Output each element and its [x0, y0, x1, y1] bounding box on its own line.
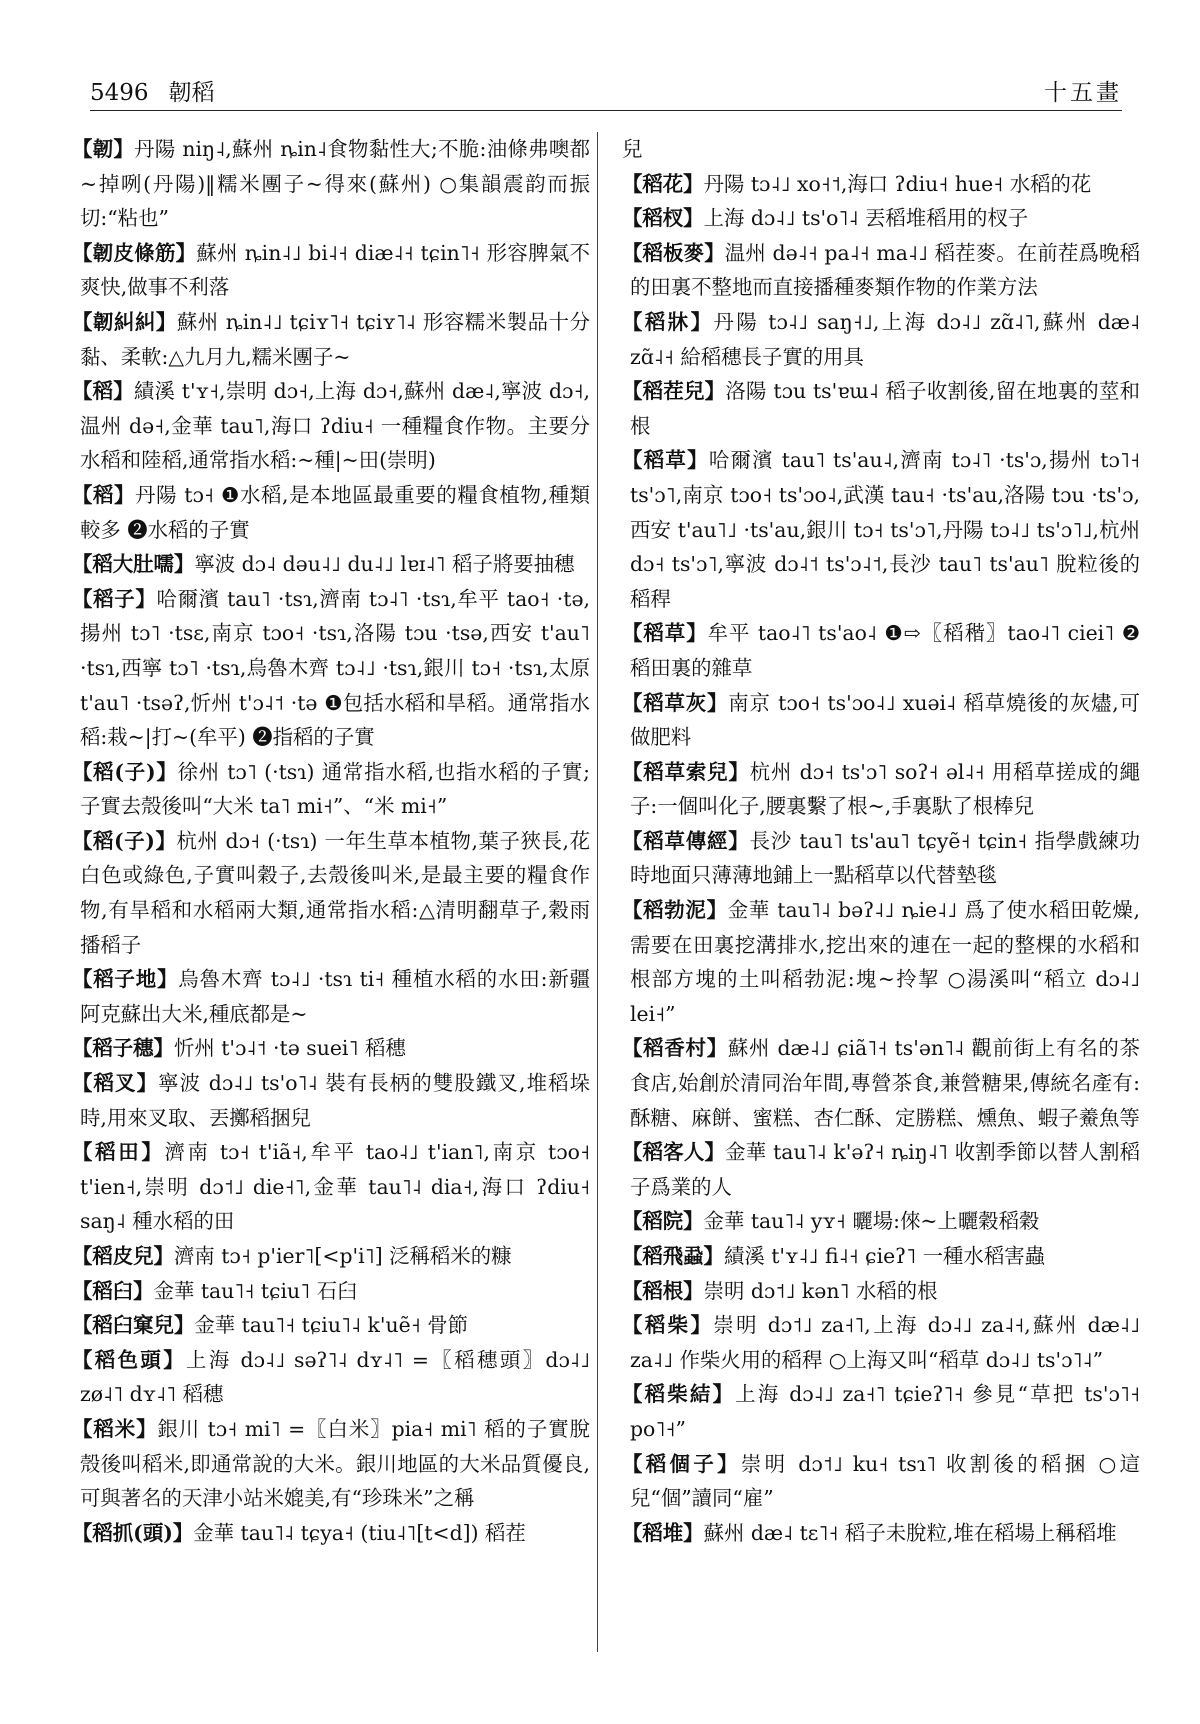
entry-text: 崇明 dɔ˦˩ kən˥ 水稻的根 — [703, 1278, 938, 1303]
entry-headword: 【稻堆】 — [622, 1520, 704, 1545]
entry-headword: 【韌皮條筋】 — [72, 240, 197, 265]
entry-headword: 【稻牀】 — [622, 309, 714, 334]
entry-text: 崇明 dɔ˦˩ ku˧ tsɿ˥ 收割後的稻捆 ○這兒“個”讀同“雇” — [630, 1451, 1141, 1511]
dictionary-entry — [60, 962, 590, 1031]
dictionary-entry — [60, 236, 590, 305]
entry-text: 蘇州 ȵin˨˩ bi˨˧ diæ˨˧ tɕin˥˧ 形容脾氣不爽快,做事不利落 — [80, 240, 591, 300]
entry-text: 哈爾濱 tau˥ ·tsɿ,濟南 tɔ˨˥ ·tsɿ,牟平 tao˧ ·tə,揚州 tɔ˥ ·tsɛ,南京 tɔo˧ ·tsɿ,洛陽 tɔu ·tsə,西安 t'au˥ ·tsɿ,西寧 tɔ˥ ·tsɿ,烏魯木齊 tɔ˨˩ ·tsɿ,銀川 tɔ˧ ·tsɿ,太原 t'au˥ ·tsəʔ,忻州 t'ɔ˨˦ ·tə ❶包括水稻和旱稻。通常指水稻:栽~|打~(牟平) ❷指稻的子實 — [80, 586, 591, 750]
entry-text: 崇明 dɔ˦˩ za˧˥,上海 dɔ˨˩ za˨˧,蘇州 dæ˨˩ za˨˩ 作柴火用的稻稈 ○上海又叫“稻草 dɔ˨˩ ts'ɔ˥˨” — [630, 1313, 1140, 1372]
entry-headword: 【稻田】 — [72, 1140, 165, 1165]
entry-headword: 【稻抓(頭)】 — [72, 1520, 194, 1545]
dictionary-entry — [610, 1377, 1140, 1446]
entry-headword: 【稻米】 — [72, 1416, 158, 1441]
entry-headword: 【稻草】 — [622, 621, 708, 646]
entry-text: 丹陽 tɔ˧ ❶水稻,是本地區最重要的糧食植物,種類較多 ❷水稻的子實 — [80, 482, 591, 542]
entry-text: 牟平 tao˨˥ ts'ao˨ ❶⇨〖稻稭〗tao˨˥ ciei˥ ❷稻田裏的雜草 — [630, 621, 1141, 680]
entry-headword: 【稻茬兒】 — [622, 379, 726, 404]
dictionary-entry — [610, 616, 1140, 685]
dictionary-entry — [610, 132, 1140, 167]
entry-headword: 【稻(子)】 — [72, 828, 177, 853]
dictionary-entry — [610, 686, 1140, 755]
entry-headword: 【稻草灰】 — [622, 690, 729, 715]
entry-text: 績溪 t'ʏ˧,崇明 dɔ˧,上海 dɔ˧,蘇州 dæ˨,寧波 dɔ˧,温州 də˧,金華 tau˥,海口 ʔdiu˧ 一種糧食作物。主要分水稻和陸稻,通常指水稻:~種|~田(崇明) — [80, 379, 590, 473]
dictionary-entry — [610, 1204, 1140, 1239]
dictionary-entry — [60, 305, 590, 374]
dictionary-entry — [610, 201, 1140, 236]
entry-headword: 【稻草】 — [622, 448, 709, 473]
entry-text: 丹陽 niŋ˨,蘇州 ȵin˨食物黏性大;不脆:油條弗噢都~掉咧(丹陽)‖糯米團子~得來(蘇州) ○集韻震韵而振切:“粘也” — [80, 137, 590, 231]
entry-text: 金華 tau˥˧ tɕiu˥˨ k'uẽ˧ 骨節 — [194, 1313, 469, 1338]
entry-headword: 【稻】 — [72, 379, 134, 404]
dictionary-entry — [60, 132, 590, 236]
entry-headword: 【稻草傳經】 — [622, 828, 750, 853]
entry-text: 杭州 dɔ˧ ts'ɔ˥ soʔ˧ əl˨˧ 用稻草搓成的繩子:一個叫化子,腰裏繫了根~,手裏馱了根棒兒 — [630, 759, 1141, 819]
dictionary-entry — [610, 824, 1140, 893]
entry-text: 洛陽 tɔu ts'ɐɯ˨ 稻子收割後,留在地裏的莖和根 — [630, 379, 1141, 438]
entry-headword: 【稻杈】 — [622, 206, 704, 231]
dictionary-entry — [610, 1516, 1140, 1551]
dictionary-entry — [60, 824, 590, 962]
dictionary-entry — [60, 1135, 590, 1239]
dictionary-entry — [60, 1239, 590, 1274]
entry-text: 銀川 tɔ˧ mi˥ =〖白米〗pia˧ mi˥ 稻的子實脫殼後叫稻米,即通常說的大米。銀川地區的大米品質優良,可與著名的天津小站米媲美,有“珍珠米”之稱 — [80, 1416, 590, 1511]
header-left — [90, 74, 215, 107]
running-header — [90, 70, 1122, 110]
left-column — [60, 132, 590, 1550]
entry-headword: 【稻板麥】 — [622, 240, 725, 265]
entry-text: 丹陽 tɔ˨˩ saŋ˧˩,上海 dɔ˨˩ zɑ̃˨˥,蘇州 dæ˨ zɑ̃˨˧ 給稻穗長子實的用具 — [630, 309, 1140, 369]
entry-headword: 【稻子地】 — [72, 967, 179, 992]
dictionary-entry — [610, 1031, 1140, 1135]
dictionary-entry — [60, 374, 590, 478]
dictionary-entry — [610, 1274, 1140, 1309]
entry-headword: 【稻皮兒】 — [72, 1244, 174, 1268]
entry-headword: 【稻臼】 — [72, 1278, 154, 1303]
entry-text: 金華 tau˥˨ yʏ˧ 曬場:倈~上曬穀稻穀 — [703, 1209, 1040, 1234]
entry-text: 忻州 t'ɔ˨˦ ·tə suei˥ 稻穗 — [173, 1036, 406, 1061]
entry-headword: 【稻飛蝨】 — [622, 1244, 724, 1268]
column-divider — [597, 132, 598, 1652]
entry-text: 蘇州 ȵin˨˩ tɕiʏ˥˧ tɕiʏ˥˨ 形容糯米製品十分黏、柔軟:△九月九,糯米團子~ — [80, 309, 590, 369]
right-column — [610, 132, 1140, 1550]
entry-text: 杭州 dɔ˧ (·tsɿ) 一年生草本植物,葉子狹長,花白色或綠色,子實叫穀子,去殼後叫米,是最主要的糧食作物,有旱稻和水稻兩大類,通常指水稻:△清明翻草子,穀雨播稻子 — [80, 828, 591, 957]
entry-headword: 【稻花】 — [622, 171, 704, 196]
dictionary-entry — [60, 478, 590, 547]
entry-text: 金華 tau˥˧ tɕiu˥ 石臼 — [153, 1278, 358, 1303]
entry-text: 哈爾濱 tau˥ ts'au˨,濟南 tɔ˨˥ ·ts'ɔ,揚州 tɔ˥˧ ts'ɔ˥,南京 tɔo˧ ts'ɔo˨,武漢 tau˧ ·ts'au,洛陽 tɔu ·ts'ɔ,西安 t'au˥˩ ·ts'au,銀川 tɔ˧ ts'ɔ˥,丹陽 tɔ˨˩ ts'ɔ˥˩,杭州 dɔ˧ ts'ɔ˥,寧波 dɔ˨˦ ts'ɔ˨˦,長沙 tau˥ ts'au˥ 脫粒後的稻稈 — [630, 448, 1141, 611]
entry-headword: 【稻香村】 — [622, 1036, 728, 1061]
entry-text: 南京 tɔo˧ ts'ɔo˨˩ xuəi˨ 稻草燒後的灰燼,可做肥料 — [630, 690, 1141, 750]
header-rule — [90, 110, 1122, 111]
entry-headword: 【稻子】 — [72, 586, 157, 611]
dictionary-entry — [610, 374, 1140, 443]
dictionary-entry — [60, 582, 590, 755]
dictionary-entry — [610, 1308, 1140, 1377]
entry-text: 上海 dɔ˨˩ ts'o˥˨ 丟稻堆稻用的杈子 — [703, 206, 1029, 231]
entry-text: 濟南 tɔ˧ t'iã˧,牟平 tao˨˩ t'ian˥,南京 tɔo˧ t'ien˧,崇明 dɔ˦˩ die˧˥,金華 tau˥˨ dia˧,海口 ʔdiu˧ saŋ˨ 種水稻的田 — [80, 1140, 591, 1234]
dictionary-entry — [60, 1031, 590, 1066]
entry-text: 金華 tau˥˨ tɕya˧ (tiu˨˥[t<d]) 稻茬 — [193, 1520, 526, 1545]
dictionary-entry — [60, 755, 590, 824]
entry-text: 濟南 tɔ˧ p'ier˥[<p'i˥] 泛稱稻米的糠 — [173, 1244, 512, 1268]
entry-headword: 【稻臼窠兒】 — [72, 1313, 195, 1338]
entry-headword: 【稻子穗】 — [72, 1036, 174, 1061]
page-number: 5496 — [90, 80, 149, 106]
entry-headword: 【稻草索兒】 — [622, 759, 750, 784]
entry-text: 徐州 tɔ˥ (·tsɿ) 通常指水稻,也指水稻的子實;子實去殼後叫“大米 ta˥ mi˧”、“米 mi˧” — [80, 759, 590, 819]
entry-text: 金華 tau˥˨ k'əʔ˧ ȵiŋ˨˥ 收割季節以替人割稻子爲業的人 — [630, 1140, 1140, 1199]
dictionary-entry — [610, 893, 1140, 1031]
entry-text: 蘇州 dæ˨˩ ɕiã˥˧ ts'ən˥˨ 觀前街上有名的茶食店,始創於清同治年間,專營茶食,兼營糖果,傳統名產有:酥糖、麻餅、蜜糕、杏仁酥、定勝糕、燻魚、蝦子鯗魚等 — [630, 1036, 1141, 1130]
entry-headword: 【稻大肚嚅】 — [72, 552, 195, 577]
dictionary-entry — [60, 1516, 590, 1551]
entry-text: 温州 də˨˧ pa˨˧ ma˨˩ 稻茬麥。在前茬爲晚稻的田裏不整地而直接播種麥類作物的作業方法 — [630, 240, 1141, 300]
dictionary-entry — [610, 1239, 1140, 1274]
entry-text: 丹陽 tɔ˨˩ xo˧˦,海口 ʔdiu˧ hue˧ 水稻的花 — [703, 171, 1092, 196]
entry-headword: 【稻客人】 — [622, 1140, 726, 1165]
dictionary-entry — [60, 547, 590, 582]
entry-text: 長沙 tau˥ ts'au˥ tɕyẽ˧ tɕin˧ 指學戲練功時地面只薄薄地鋪上一點稻草以代替墊毯 — [630, 828, 1140, 888]
dictionary-entry — [60, 1066, 590, 1135]
entry-text: 上海 dɔ˨˩ səʔ˥˨ dʏ˨˥ =〖稻穗頭〗dɔ˨˩ zø˨˥ dʏ˨˥ 稻穗 — [80, 1347, 591, 1407]
entry-headword: 【稻】 — [72, 482, 136, 507]
entry-text: 寧波 dɔ˨ dəu˨˩ du˨˩ lɐɪ˨˥ 稻子將要抽穗 — [194, 552, 575, 577]
dictionary-entry — [610, 167, 1140, 202]
dictionary-entry — [610, 236, 1140, 305]
entry-headword: 【稻勃泥】 — [622, 898, 728, 923]
entry-text: 烏魯木齊 tɔ˨˩ ·tsɿ ti˧ 種植水稻的水田:新疆阿克蘇出大米,種底都是~ — [80, 967, 590, 1026]
entry-headword: 【稻色頭】 — [72, 1347, 187, 1372]
dictionary-entry — [610, 443, 1140, 616]
entry-headword: 【稻(子)】 — [72, 759, 178, 784]
entry-text: 寧波 dɔ˨˩ ts'o˥˨ 裝有長柄的雙股鐵叉,堆稻垛時,用來叉取、丟擲稻捆兒 — [80, 1071, 591, 1130]
entry-headword: 【韌】 — [72, 137, 135, 161]
entry-headword: 【稻個子】 — [622, 1451, 741, 1476]
entry-text: 上海 dɔ˨˩ za˧˥ tɕieʔ˥˧ 參見“草把 ts'ɔ˥˧ po˥˧” — [630, 1382, 1140, 1441]
dictionary-entry — [60, 1308, 590, 1343]
entry-text: 兒 — [622, 137, 643, 161]
entry-headword: 【稻柴】 — [622, 1313, 714, 1338]
entry-headword: 【韌糾糾】 — [72, 309, 177, 334]
dictionary-entry — [60, 1412, 590, 1516]
dictionary-entry — [610, 1447, 1140, 1516]
entry-headword: 【稻院】 — [622, 1209, 704, 1234]
dictionary-entry — [60, 1343, 590, 1412]
dictionary-entry — [610, 1135, 1140, 1204]
entry-text: 績溪 t'ʏ˨˩ fi˨˧ ɕieʔ˥ 一種水稻害蟲 — [723, 1244, 1045, 1268]
dictionary-entry — [610, 305, 1140, 374]
entry-text: 蘇州 dæ˨ tɛ˥˧ 稻子未脫粒,堆在稻場上稱稻堆 — [703, 1520, 1117, 1545]
header-title: 韌稻 — [168, 80, 215, 106]
header-section: 十五畫 — [1044, 80, 1122, 106]
dictionary-entry — [60, 1274, 590, 1309]
entry-headword: 【稻柴結】 — [622, 1382, 736, 1407]
entry-headword: 【稻叉】 — [72, 1071, 159, 1096]
entry-headword: 【稻根】 — [622, 1278, 704, 1303]
entry-text: 金華 tau˥˨ bəʔ˨˩ ȵie˨˩ 爲了使水稻田乾燥,需要在田裏挖溝排水,挖出來的連在一起的整棵的水稻和根部方塊的土叫稻勃泥:塊~拎挈 ○湯溪叫“稻立 dɔ˨˩ lei˧” — [630, 898, 1141, 1026]
dictionary-entry — [610, 755, 1140, 824]
